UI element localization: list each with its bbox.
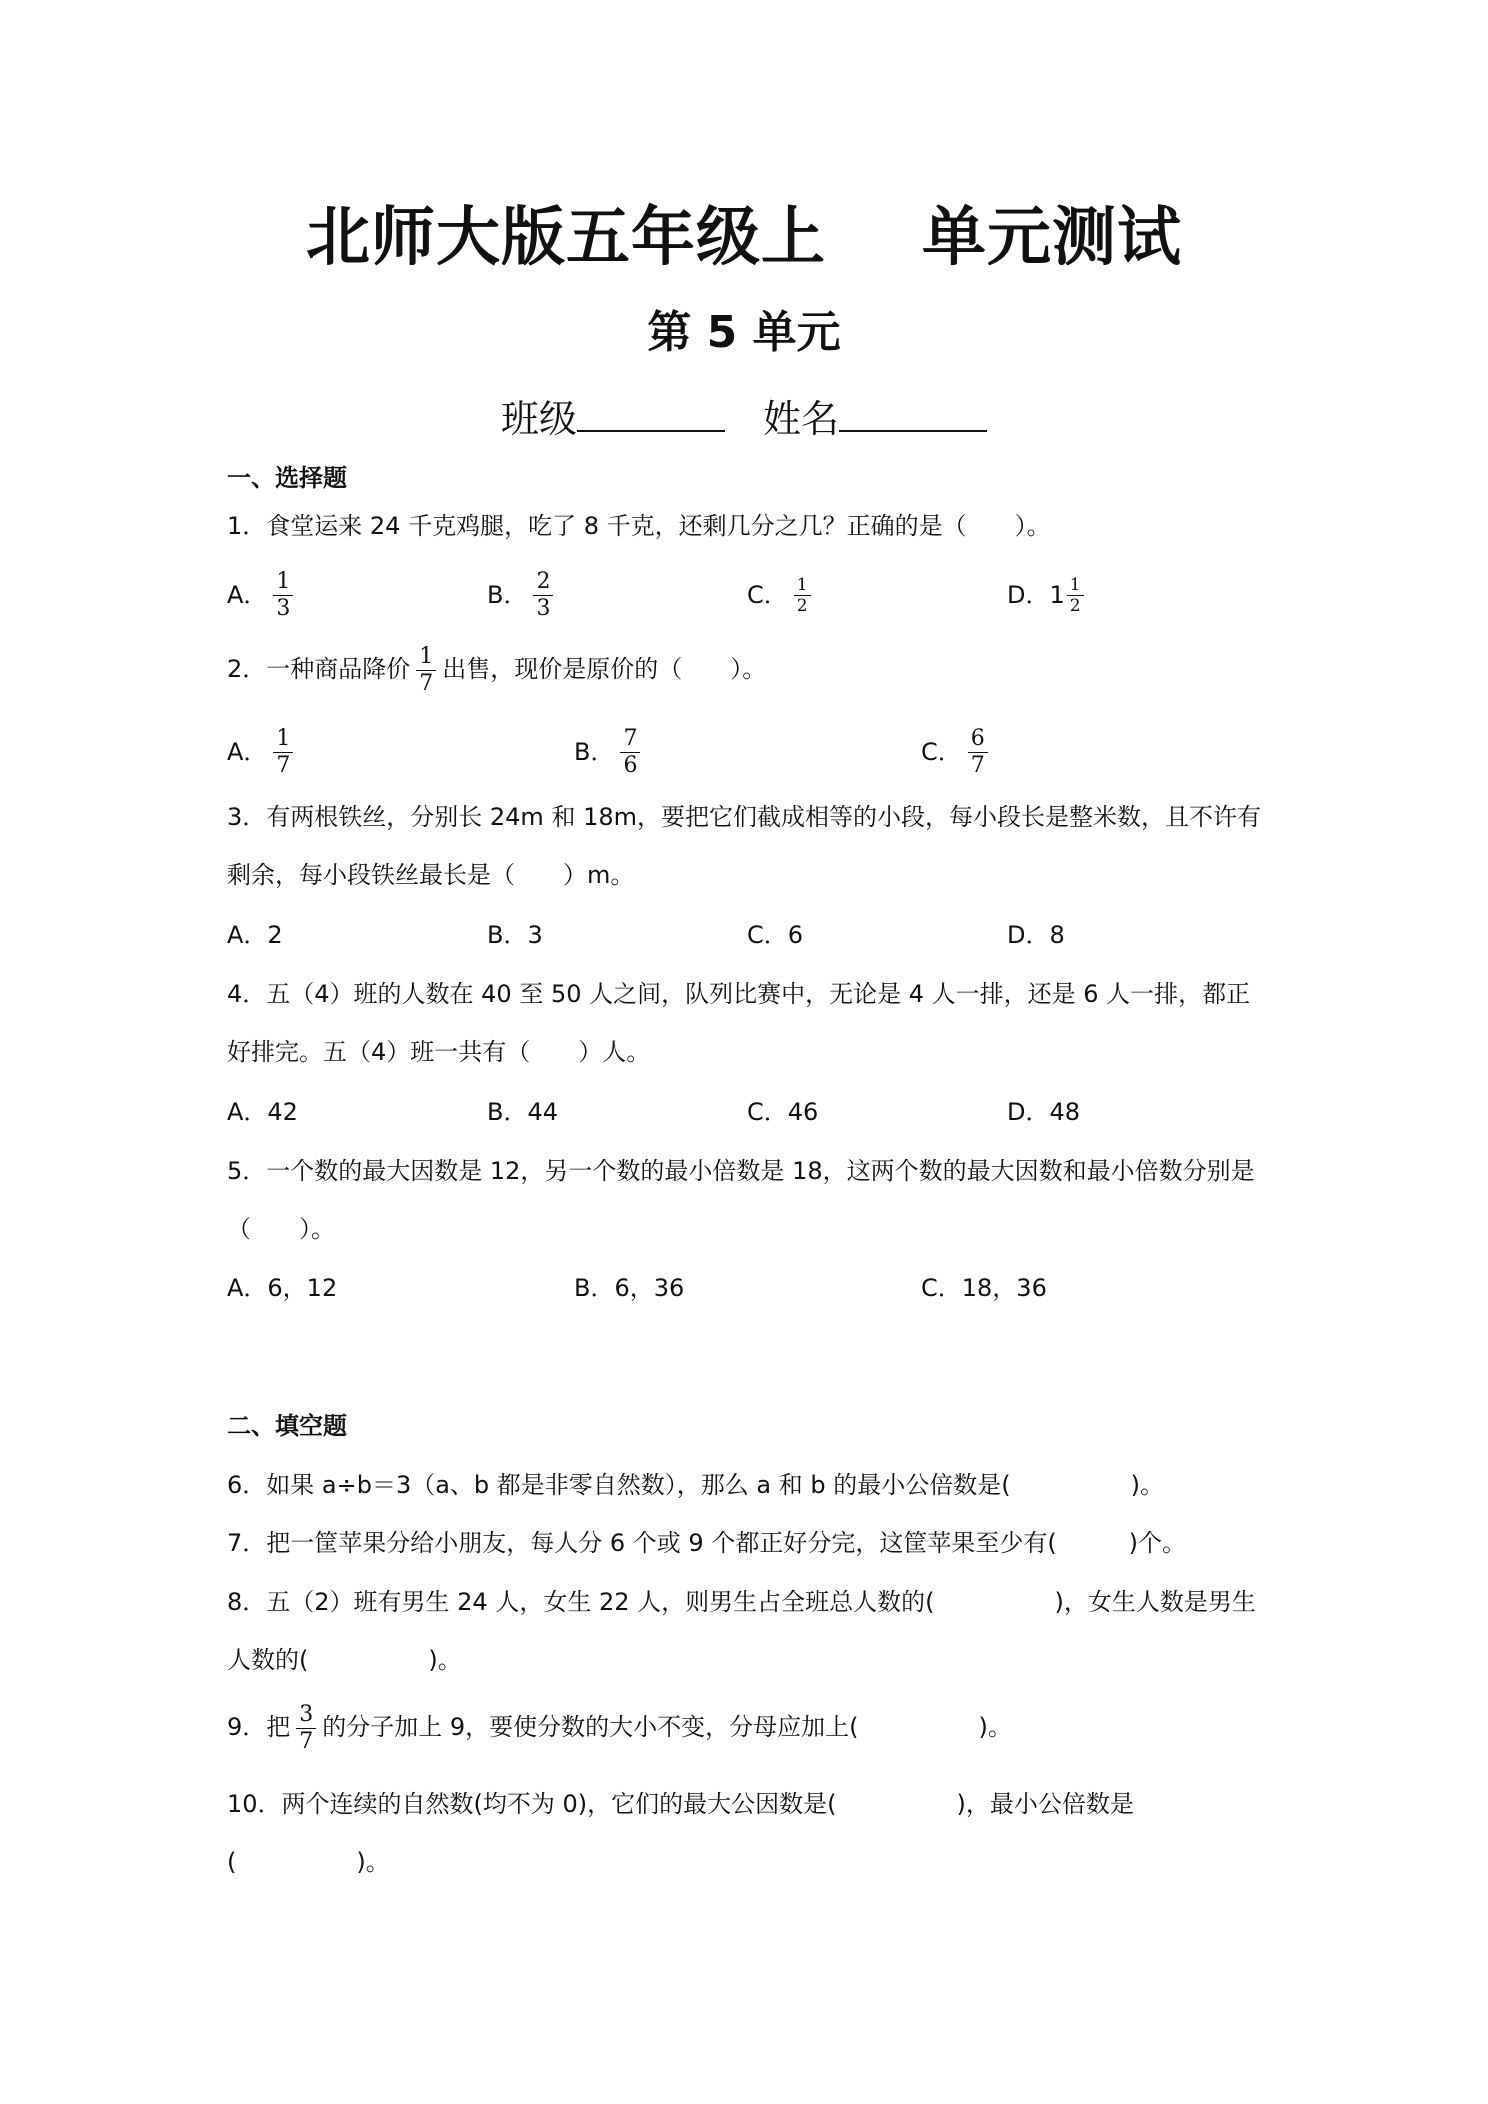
question-7: 7．把一筐苹果分给小朋友，每人分 6 个或 9 个都正好分完，这筐苹果至少有( )个。 [227, 1529, 1187, 1557]
section-fill-heading: 二、填空题 [227, 1412, 347, 1440]
q3-option-b[interactable]: B．3 [487, 921, 543, 949]
question-8: 8．五（2）班有男生 24 人，女生 22 人，则男生占全班总人数的( )，女生人数是男生人数的( )。 [227, 1588, 1256, 1674]
fraction: $\frac{1}{2}$ [1067, 575, 1084, 616]
question-4: 4．五（4）班的人数在 40 至 50 人之间，队列比赛中，无论是 4 人一排，还是 6 人一排，都正好排完。五（4）班一共有（ ）人。 [227, 980, 1251, 1066]
question-3: 3．有两根铁丝，分别长 24m 和 18m，要把它们截成相等的小段，每小段长是整米数，且不许有剩余，每小段铁丝最长是（ ）m。 [227, 803, 1261, 889]
q5-option-b[interactable]: B．6，36 [574, 1274, 685, 1302]
q4-option-b[interactable]: B．44 [487, 1098, 559, 1126]
q2-option-c[interactable]: C． $\frac{6}{7}$ [921, 722, 994, 781]
name-blank[interactable] [839, 390, 987, 432]
section-choice-heading: 一、选择题 [227, 464, 347, 492]
page-title [0, 198, 1488, 278]
question-1: 1．食堂运来 24 千克鸡腿，吃了 8 千克，还剩几分之几？正确的是（ ）。 [227, 512, 1051, 540]
name-label: 姓名 [763, 397, 840, 441]
question-6: 6．如果 a÷b＝3（a、b 都是非零自然数），那么 a 和 b 的最小公倍数是( )。 [227, 1471, 1164, 1499]
fraction: $\frac{2}{3}$ [533, 569, 553, 622]
q3-option-c[interactable]: C．6 [747, 921, 804, 949]
fraction: $\frac{3}{7}$ [296, 1702, 316, 1755]
q1-option-c[interactable]: C． $\frac{1}{2}$ [747, 565, 817, 624]
fraction: $\frac{6}{7}$ [968, 726, 988, 779]
q1-option-d[interactable]: D．1 $\frac{1}{2}$ [1007, 565, 1090, 624]
title-right: 单元测试 [922, 201, 1182, 275]
class-label: 班级 [500, 397, 577, 441]
question-5: 5．一个数的最大因数是 12，另一个数的最小倍数是 18，这两个数的最大因数和最小倍数分别是（ ）。 [227, 1157, 1255, 1243]
question-10: 10．两个连续的自然数(均不为 0)，它们的最大公因数是( )，最小公倍数是( )。 [227, 1790, 1134, 1876]
q1-option-b[interactable]: B． $\frac{2}{3}$ [487, 565, 559, 624]
q5-option-c[interactable]: C．18，36 [921, 1274, 1047, 1302]
question-2: 2．一种商品降价 $\frac{1}{7}$ 出售，现价是原价的（ ）。 [227, 643, 767, 696]
fraction: $\frac{7}{6}$ [620, 726, 640, 779]
title-left: 北师大版五年级上 [306, 201, 826, 275]
student-info-line [0, 390, 1488, 447]
unit-subtitle: 第 5 单元 [647, 307, 841, 358]
q4-option-a[interactable]: A．42 [227, 1098, 298, 1126]
fraction: $\frac{1}{7}$ [416, 644, 436, 697]
fraction: $\frac{1}{7}$ [273, 726, 293, 779]
q3-option-a[interactable]: A．2 [227, 921, 283, 949]
fraction: $\frac{1}{2}$ [794, 575, 811, 616]
q2-option-a[interactable]: A． $\frac{1}{7}$ [227, 722, 299, 781]
q5-option-a[interactable]: A．6，12 [227, 1274, 338, 1302]
q3-option-d[interactable]: D．8 [1007, 921, 1065, 949]
q4-option-c[interactable]: C．46 [747, 1098, 819, 1126]
q2-option-b[interactable]: B． $\frac{7}{6}$ [574, 722, 646, 781]
question-9: 9．把 $\frac{3}{7}$ 的分子加上 9，要使分数的大小不变，分母应加上( )。 [227, 1701, 1012, 1754]
q4-option-d[interactable]: D．48 [1007, 1098, 1081, 1126]
class-blank[interactable] [577, 390, 725, 432]
q1-option-a[interactable]: A． $\frac{1}{3}$ [227, 565, 299, 624]
fraction: $\frac{1}{3}$ [273, 569, 293, 622]
